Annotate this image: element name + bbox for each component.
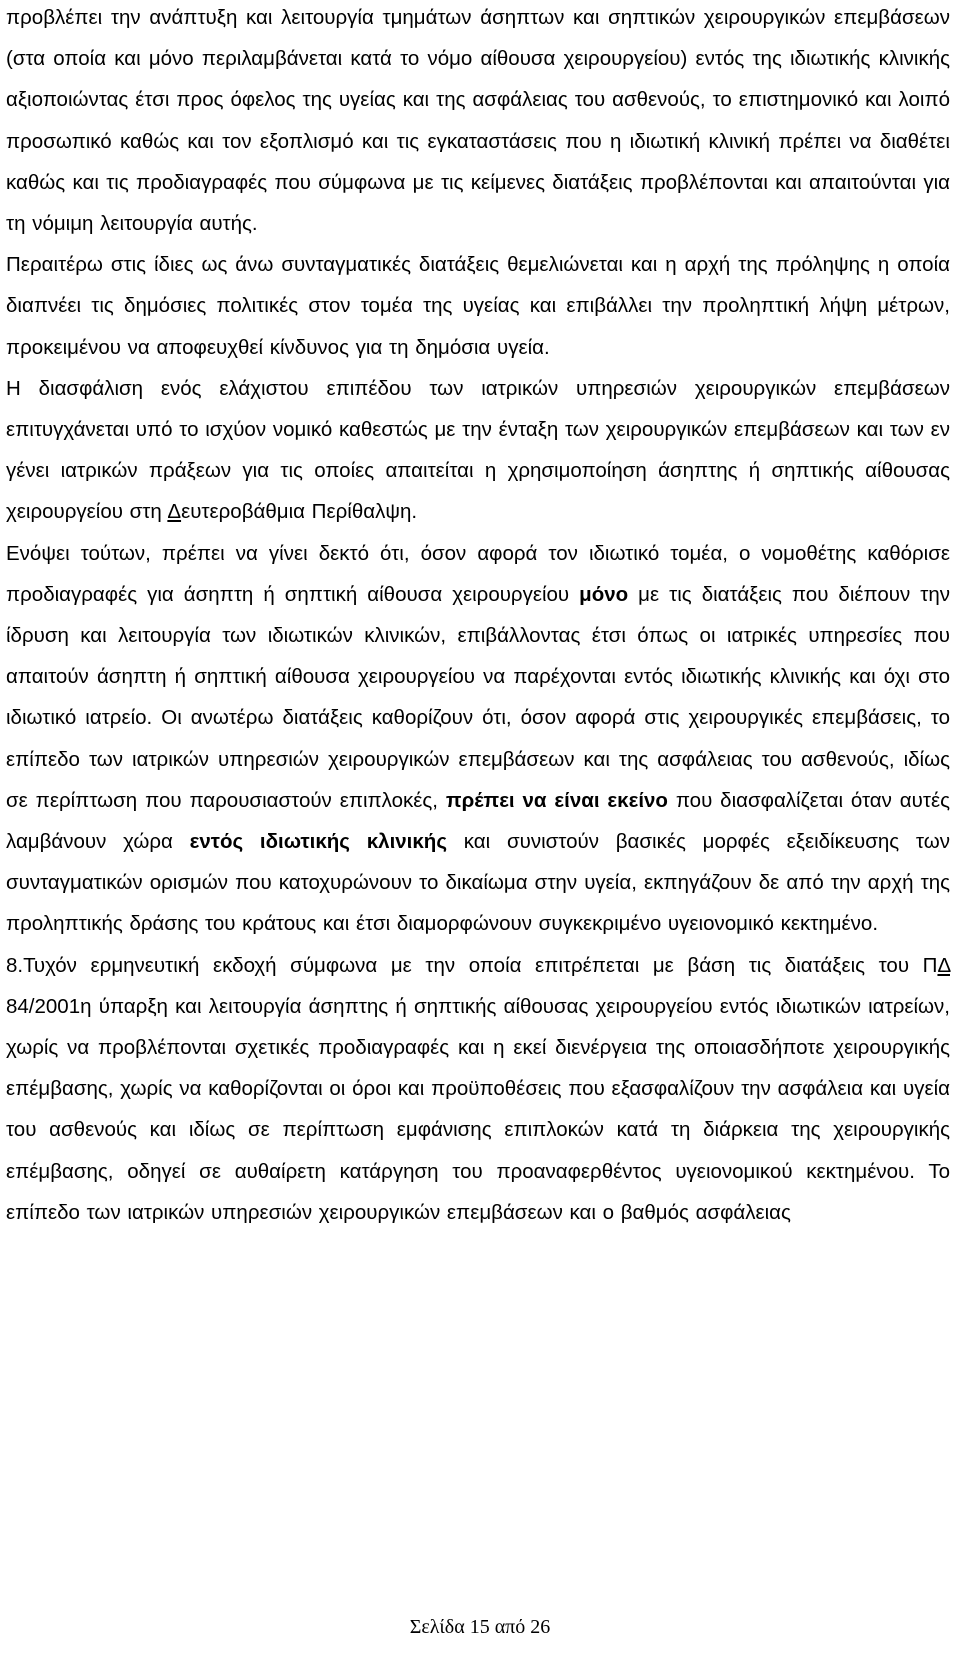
bold-text: εντός ιδιωτικής κλινικής — [189, 830, 447, 854]
text-run: Περαιτέρω στις ίδιες ως άνω συνταγματικές διατάξεις θεμελιώνεται και η αρχή της πρόληψης η οποία διαπνέει τις δημόσιες πολιτικές στον τομέα της υγείας και επιβάλλει την προληπτική λήψη μέτρων, προκειμένου να αποφευχθεί κίνδυνος για τη δημόσια υγεία. — [6, 253, 950, 359]
text-run: προβλέπει την ανάπτυξη και λειτουργία τμημάτων άσηπτων και σηπτικών χειρουργικών επεμβάσεων (στα οποία και μόνο περιλαμβάνεται κατά το νόμο αίθουσα χειρουργείου) εντός της ιδιωτικής κλινικής αξιοποιώντας έτσι προς όφελος της υγείας και της ασφάλειας του ασθενούς, το επιστημονικό και λοιπό προσωπικό καθώς και τον εξοπλισμό και τις εγκαταστάσεις που η ιδιωτική κλινική πρέπει να διαθέτει καθώς και τις προδιαγραφές που σύμφωνα με τις κείμενες διατάξεις προβλέπονται και απαιτούνται για τη νόμιμη λειτουργία αυτής. — [6, 6, 950, 236]
paragraph-4 — [6, 533, 950, 945]
text-run: με τις διατάξεις που διέπουν την ίδρυση και λειτουργία των ιδιωτικών κλινικών, επιβάλλοντας έτσι όπως οι ιατρικές υπηρεσίες που απαιτούν άσηπτη ή σηπτική αίθουσα χειρουργείου να παρέχονται εντός ιδιωτικής κλινικής και όχι στο ιδιωτικό ιατρείο. Οι ανωτέρω διατάξεις καθορίζουν ότι, όσον αφορά στις χειρουργικές επεμβάσεις, το επίπεδο των ιατρικών υπηρεσιών χειρουργικών επεμβάσεων και της ασφάλειας του ασθενούς, ιδίως σε περίπτωση που παρουσιαστούν επιπλοκές, — [6, 582, 950, 812]
text-run: Ενόψει τούτων, πρέπει να γίνει δεκτό ότι, όσον αφορά τον ιδιωτικό τομέα, ο νομοθέτης καθόρισε προδιαγραφές για άσηπτη ή σηπτική αίθουσα χειρουργείου — [6, 541, 950, 606]
page-number-footer: Σελίδα 15 από 26 — [409, 1616, 551, 1638]
text-run: Η διασφάλιση ενός ελάχιστου επιπέδου των ιατρικών υπηρεσιών χειρουργικών επεμβάσεων επιτυγχάνεται υπό το ισχύον νομικό καθεστώς με την ένταξη των χειρουργικών επεμβάσεων και των εν γένει ιατρικών πράξεων για τις οποίες απαιτείται η χρησιμοποίηση άσηπτης ή σηπτικής αίθουσας χειρουργείου στη — [6, 376, 950, 524]
text-run: 84/2001η ύπαρξη και λειτουργία άσηπτης ή σηπτικής αίθουσας χειρουργείου εντός ιδιωτικών ιατρείων, χωρίς να προβλέπονται σχετικές προδιαγραφές και η εκεί διενέργεια της οποιασδήποτε χειρουργικής επέμβασης, χωρίς να καθορίζονται οι όροι και προϋποθέσεις που εξασφαλίζουν την ασφάλεια και υγεία του ασθενούς και ιδίως σε περίπτωση εμφάνισης επιπλοκών κατά τη διάρκεια της χειρουργικής επέμβασης, οδηγεί σε αυθαίρετη κατάργηση του προαναφερθέντος υγειονομικού κεκτημένου. Το επίπεδο των ιατρικών υπηρεσιών χειρουργικών επεμβάσεων και ο βαθμός ασφάλειας — [6, 994, 950, 1224]
text-run: ευτεροβάθμια Περίθαλψη. — [181, 500, 418, 524]
paragraph-3 — [6, 368, 950, 533]
bold-text: πρέπει να είναι εκείνο — [445, 788, 668, 812]
paragraph-1 — [6, 0, 950, 244]
text-run: που διασφαλίζεται όταν αυτές λαμβάνουν χώρα — [6, 788, 950, 854]
text-run: 8.Τυχόν ερμηνευτική εκδοχή σύμφωνα με την οποία επιτρέπεται με βάση τις διατάξεις του Π — [6, 953, 938, 977]
paragraph-5 — [6, 945, 950, 1233]
text-run: και συνιστούν βασικές μορφές εξειδίκευσης των συνταγματικών ορισμών που κατοχυρώνουν το δικαίωμα στην υγεία, εκπηγάζουν δε από την αρχή της προληπτικής δράσης του κράτους και έτσι διαμορφώνουν συγκεκριμένο υγειονομικό κεκτημένο. — [6, 830, 950, 936]
document-body — [6, 0, 950, 1233]
underlined-text: Δ — [167, 500, 182, 524]
underlined-text: Δ — [937, 953, 950, 977]
paragraph-2 — [6, 244, 950, 368]
bold-text: μόνο — [579, 582, 629, 606]
